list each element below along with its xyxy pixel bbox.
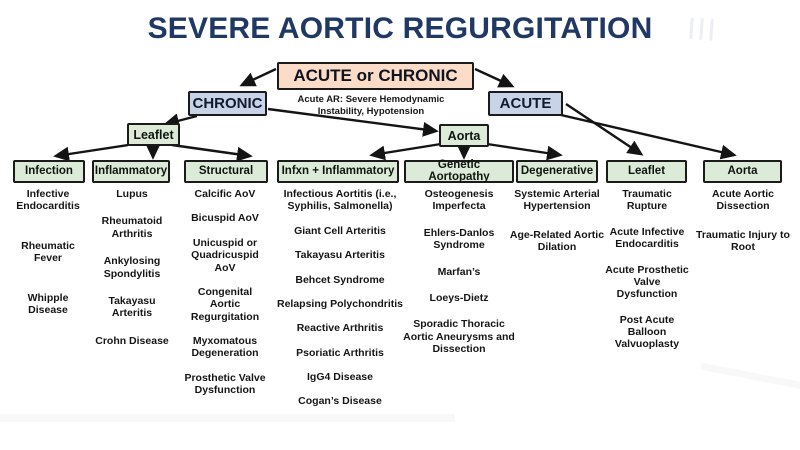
list-item: Infectious Aortitis (i.e., Syphilis, Salmonella)	[283, 188, 397, 213]
list-item: Behcet Syndrome	[295, 273, 385, 286]
list-item: Osteogenesis Imperfecta	[424, 188, 494, 213]
category-infxn-inflammatory: Infxn + Inflammatory	[277, 160, 399, 183]
list-item: Whipple Disease	[27, 291, 69, 316]
list-item: Sporadic Thoracic Aortic Aneurysms and Dissection	[403, 318, 515, 355]
list-item: Relapsing Polychondritis	[276, 297, 404, 310]
list-item: Prosthetic Valve Dysfunction	[184, 371, 266, 397]
list-genetic-aortopathy	[403, 188, 515, 355]
list-item: Psoriatic Arthritis	[296, 346, 384, 359]
page-streak	[701, 363, 800, 397]
list-item: Calcific AoV	[194, 188, 256, 200]
list-item: Rheumatic Fever	[21, 239, 75, 265]
list-item: Reactive Arthritis	[296, 322, 384, 335]
list-item: Takayasu Arteritis	[295, 249, 385, 262]
category-acute-leaflet: Leaflet	[606, 160, 687, 183]
list-item: Unicuspid or Quadricuspid AoV	[191, 236, 259, 274]
node-acute-or-chronic: ACUTE or CHRONIC	[277, 62, 474, 90]
list-item: Ankylosing Spondylitis	[103, 255, 161, 280]
node-chronic-aorta: Aorta	[439, 124, 489, 147]
list-item: Loeys-Dietz	[429, 291, 489, 304]
arrow-aorta-to-degenerative	[487, 144, 560, 155]
page-streak	[0, 414, 455, 422]
list-item: Age-Related Aortic Dilation	[509, 228, 605, 254]
list-item: Marfan’s	[437, 265, 481, 278]
list-item: Acute Infective Endocarditis	[609, 225, 685, 251]
category-genetic-aortopathy: Genetic Aortopathy	[404, 160, 514, 183]
category-degenerative: Degenerative	[516, 160, 598, 183]
list-item: Traumatic Injury to Root	[696, 228, 790, 254]
list-degenerative	[509, 188, 605, 254]
arrow-leaflet-to-structural	[172, 145, 250, 156]
list-item: Infective Endocarditis	[16, 188, 80, 213]
list-structural	[182, 188, 268, 397]
arrow-root-to-acute	[475, 69, 512, 86]
list-item: IgG4 Disease	[307, 371, 373, 383]
arrow-aorta-to-infxn	[372, 144, 441, 155]
list-item: Ehlers-Danlos Syndrome	[423, 226, 495, 252]
category-structural: Structural	[184, 160, 268, 183]
list-item: Takayasu Arteritis	[108, 294, 156, 320]
acute-ar-note-line1: Acute AR: Severe Hemodynamic	[297, 94, 445, 105]
acute-ar-note-line2: Instability, Hypotension	[317, 105, 425, 117]
list-item: Lupus	[116, 188, 148, 200]
list-item: Giant Cell Arteritis	[294, 224, 386, 237]
list-item: Rheumatoid Arthritis	[101, 215, 163, 240]
list-item: Acute Aortic Dissection	[711, 188, 775, 213]
list-item: Congenital Aortic Regurgitation	[190, 285, 260, 323]
arrow-acute-to-aorta	[561, 115, 734, 155]
list-acute-aorta	[693, 188, 793, 254]
acute-ar-note	[291, 94, 451, 117]
list-acute-leaflet	[602, 188, 692, 351]
category-inflammatory: Inflammatory	[92, 160, 170, 183]
list-item: Cogan’s Disease	[298, 395, 382, 408]
node-acute: ACUTE	[488, 91, 563, 116]
list-item: Myxomatous Degeneration	[191, 335, 259, 360]
page-title: SEVERE AORTIC REGURGITATION	[147, 12, 653, 45]
list-item: Crohn Disease	[95, 334, 169, 347]
list-infection	[9, 188, 87, 316]
list-infxn-inflammatory	[270, 188, 410, 408]
arrow-leaflet-to-infection	[56, 145, 128, 156]
list-item: Traumatic Rupture	[622, 188, 672, 213]
list-item: Systemic Arterial Hypertension	[514, 188, 600, 213]
arrow-acute-to-leaflet	[566, 104, 641, 154]
arrow-root-to-chronic	[242, 69, 276, 85]
category-infection: Infection	[13, 160, 85, 183]
list-inflammatory	[88, 188, 176, 347]
category-acute-aorta: Aorta	[703, 160, 782, 183]
node-chronic: CHRONIC	[188, 91, 267, 116]
node-chronic-leaflet: Leaflet	[127, 123, 180, 146]
list-item: Post Acute Balloon Valvuoplasty	[614, 313, 680, 351]
list-item: Bicuspid AoV	[191, 212, 259, 225]
list-item: Acute Prosthetic Valve Dysfunction	[605, 263, 689, 301]
